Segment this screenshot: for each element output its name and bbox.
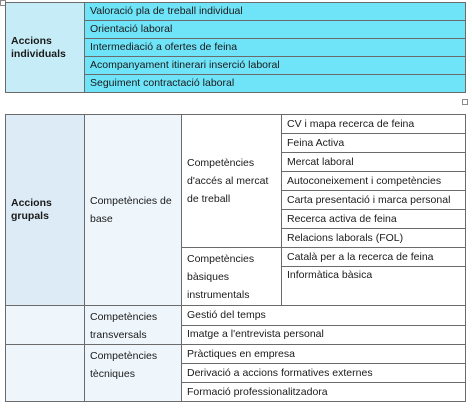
base-competences-cell	[85, 115, 182, 306]
individual-actions-table	[5, 2, 466, 93]
base-competences-label: Competències de base	[90, 195, 172, 225]
transversal-competences-cell	[85, 306, 182, 345]
list-item: Recerca activa de feina	[282, 210, 466, 229]
individual-actions-label: Accions individuals	[11, 34, 66, 60]
table-row	[6, 3, 466, 21]
list-item: Gestió del temps	[182, 306, 466, 326]
list-item: Derivació a accions formatives externes	[182, 364, 466, 383]
basic-instrumental-competences-label: Competències bàsiques instrumentals	[187, 252, 255, 301]
individual-action-item: Seguiment contractació laboral	[85, 75, 466, 93]
basic-instrumental-competences-cell	[182, 248, 282, 306]
individual-actions-header	[6, 3, 85, 93]
group-actions-header	[6, 115, 85, 306]
list-item: Autoconeixement i competències	[282, 172, 466, 191]
transversal-competences-label: Competències transversals	[90, 311, 158, 341]
list-item: Informàtica bàsica	[282, 267, 466, 306]
list-item: Relacions laborals (FOL)	[282, 229, 466, 248]
list-item: Feina Activa	[282, 134, 466, 153]
table-row	[6, 115, 466, 134]
list-item: Formació professionalitzadora	[182, 383, 466, 402]
table-resize-handle[interactable]	[462, 99, 468, 105]
group-actions-label: Accions grupals	[11, 197, 52, 222]
access-competences-label: Competències d'accés al mercat de treball	[187, 157, 269, 205]
list-item: Mercat laboral	[282, 153, 466, 172]
individual-action-item: Valoració pla de treball individual	[85, 3, 466, 21]
table-row	[6, 306, 466, 326]
list-item: Català per a la recerca de feina	[282, 248, 466, 267]
individual-action-item: Acompanyament itinerari inserció laboral	[85, 57, 466, 75]
group-actions-spacer	[6, 345, 85, 402]
list-item: CV i mapa recerca de feina	[282, 115, 466, 134]
individual-action-item: Orientació laboral	[85, 21, 466, 39]
table-row	[6, 345, 466, 364]
technical-competences-label: Competències tècniques	[90, 350, 158, 380]
group-actions-spacer	[6, 306, 85, 345]
list-item: Carta presentació i marca personal	[282, 191, 466, 210]
access-competences-cell	[182, 115, 282, 248]
list-item: Imatge a l'entrevista personal	[182, 325, 466, 345]
group-actions-table	[5, 114, 466, 402]
technical-competences-cell	[85, 345, 182, 402]
list-item: Pràctiques en empresa	[182, 345, 466, 364]
individual-action-item: Intermediació a ofertes de feina	[85, 39, 466, 57]
